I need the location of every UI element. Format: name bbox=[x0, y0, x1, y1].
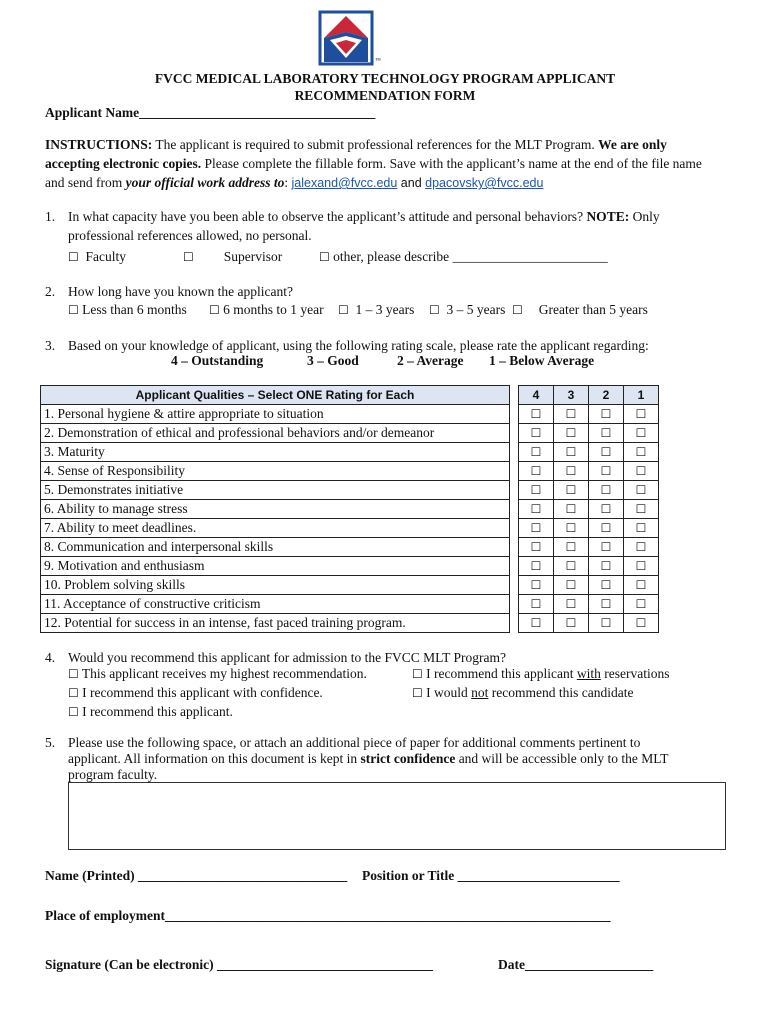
checkbox-icon[interactable]: ☐ bbox=[68, 250, 79, 264]
quality-label: 2. Demonstration of ethical and professional behaviors and/or demeanor bbox=[41, 424, 510, 443]
rating-cell-1 bbox=[624, 595, 659, 614]
q5-number: 5. bbox=[45, 735, 56, 750]
rating-cell-2 bbox=[589, 557, 624, 576]
rating-cell-2 bbox=[589, 462, 624, 481]
rating-checkbox-icon[interactable]: ☐ bbox=[635, 445, 647, 459]
rating-checkbox-icon[interactable]: ☐ bbox=[635, 540, 647, 554]
rating-checkbox-icon[interactable]: ☐ bbox=[635, 521, 647, 535]
scale-average: 2 – Average bbox=[397, 353, 464, 368]
q4-option-underline: with bbox=[576, 666, 601, 681]
rating-checkbox-icon[interactable]: ☐ bbox=[600, 445, 612, 459]
q3-text: Based on your knowledge of applicant, using the following rating scale, please rate the applicant regarding: bbox=[68, 338, 649, 353]
quality-label: 12. Potential for success in an intense, fast paced training program. bbox=[41, 614, 510, 633]
checkbox-icon[interactable]: ☐ bbox=[319, 250, 330, 264]
q1-option-label: Faculty bbox=[85, 249, 127, 264]
rating-checkbox-icon[interactable]: ☐ bbox=[600, 464, 612, 478]
rating-checkbox-icon[interactable]: ☐ bbox=[530, 616, 542, 630]
rating-checkbox-icon[interactable]: ☐ bbox=[530, 464, 542, 478]
instructions-and: and bbox=[397, 176, 426, 190]
rating-checkbox-icon[interactable]: ☐ bbox=[635, 502, 647, 516]
checkbox-icon[interactable]: ☐ bbox=[412, 686, 423, 700]
quality-label: 5. Demonstrates initiative bbox=[41, 481, 510, 500]
rating-cell-2 bbox=[589, 443, 624, 462]
q5-text-bold: strict confidence bbox=[360, 751, 456, 766]
table-row bbox=[41, 481, 659, 500]
q4-option-label: This applicant receives my highest recommendation. bbox=[81, 666, 367, 681]
col-header-2: 2 bbox=[589, 386, 624, 405]
checkbox-icon[interactable]: ☐ bbox=[429, 303, 440, 317]
col-header-4: 4 bbox=[519, 386, 554, 405]
quality-label: 10. Problem solving skills bbox=[41, 576, 510, 595]
rating-cell-3 bbox=[554, 481, 589, 500]
rating-checkbox-icon[interactable]: ☐ bbox=[530, 407, 542, 421]
rating-cell-2 bbox=[589, 614, 624, 633]
rating-cell-1 bbox=[624, 500, 659, 519]
q2-option-6m1y[interactable] bbox=[209, 301, 324, 319]
scale-outstanding: 4 – Outstanding bbox=[171, 353, 264, 368]
q1-number: 1. bbox=[45, 209, 56, 224]
table-row bbox=[41, 500, 659, 519]
table-row bbox=[41, 405, 659, 424]
rating-cell-3 bbox=[554, 424, 589, 443]
rating-cell-3 bbox=[554, 595, 589, 614]
table-row bbox=[41, 424, 659, 443]
q1-line2: professional references allowed, no personal. bbox=[68, 228, 312, 243]
place-of-employment-field[interactable]: Place of employment__________________________________________________________________ bbox=[45, 908, 611, 923]
form-title-line1: FVCC MEDICAL LABORATORY TECHNOLOGY PROGRAM APPLICANT bbox=[154, 71, 616, 86]
table-gap bbox=[510, 443, 519, 462]
q3-number: 3. bbox=[45, 338, 56, 353]
rating-cell-1 bbox=[624, 576, 659, 595]
quality-label: 3. Maturity bbox=[41, 443, 510, 462]
table-gap bbox=[510, 614, 519, 633]
rating-cell-2 bbox=[589, 576, 624, 595]
checkbox-icon[interactable]: ☐ bbox=[338, 303, 349, 317]
instructions-line3 bbox=[45, 174, 543, 192]
quality-label: 7. Ability to meet deadlines. bbox=[41, 519, 510, 538]
rating-checkbox-icon[interactable]: ☐ bbox=[565, 483, 577, 497]
rating-cell-2 bbox=[589, 500, 624, 519]
table-row bbox=[41, 557, 659, 576]
q4-number: 4. bbox=[45, 650, 56, 665]
rating-checkbox-icon[interactable]: ☐ bbox=[600, 597, 612, 611]
form-title-line2: RECOMMENDATION FORM bbox=[294, 88, 476, 103]
rating-checkbox-icon[interactable]: ☐ bbox=[530, 502, 542, 516]
rating-cell-4 bbox=[519, 462, 554, 481]
q1-note: NOTE: bbox=[586, 209, 630, 224]
rating-cell-3 bbox=[554, 576, 589, 595]
q1-text-b: Only bbox=[629, 209, 660, 224]
rating-checkbox-icon[interactable]: ☐ bbox=[635, 559, 647, 573]
rating-checkbox-icon[interactable]: ☐ bbox=[565, 578, 577, 592]
quality-label: 4. Sense of Responsibility bbox=[41, 462, 510, 481]
q4-option-recommend[interactable] bbox=[68, 703, 233, 721]
table-row bbox=[41, 519, 659, 538]
q2-option-lt6m[interactable] bbox=[68, 301, 187, 319]
q2-option-label: Greater than 5 years bbox=[538, 302, 648, 317]
checkbox-icon[interactable]: ☐ bbox=[68, 303, 79, 317]
rating-checkbox-icon[interactable]: ☐ bbox=[565, 464, 577, 478]
rating-checkbox-icon[interactable]: ☐ bbox=[530, 521, 542, 535]
rating-cell-2 bbox=[589, 405, 624, 424]
rating-checkbox-icon[interactable]: ☐ bbox=[635, 483, 647, 497]
email-link-jalexand[interactable]: jalexand@fvcc.edu bbox=[291, 176, 398, 190]
q2-text: How long have you known the applicant? bbox=[68, 284, 293, 299]
rating-cell-4 bbox=[519, 443, 554, 462]
rating-checkbox-icon[interactable]: ☐ bbox=[565, 540, 577, 554]
q4-option-label-end: reservations bbox=[600, 666, 670, 681]
ratings-table bbox=[40, 385, 659, 633]
rating-cell-1 bbox=[624, 424, 659, 443]
scale-below-average: 1 – Below Average bbox=[489, 353, 595, 368]
rating-cell-1 bbox=[624, 462, 659, 481]
rating-cell-3 bbox=[554, 405, 589, 424]
rating-cell-3 bbox=[554, 557, 589, 576]
rating-cell-4 bbox=[519, 614, 554, 633]
instructions-bold2: accepting electronic copies. bbox=[45, 156, 202, 171]
email-link-dpacovsky[interactable]: dpacovsky@fvcc.edu bbox=[425, 176, 544, 190]
instructions-text2: Please complete the fillable form. Save with the applicant’s name at the end of the file name bbox=[201, 156, 702, 171]
q4-option-label: I recommend this applicant with confidence. bbox=[82, 685, 323, 700]
rating-checkbox-icon[interactable]: ☐ bbox=[600, 426, 612, 440]
instructions-text3: and send from bbox=[45, 175, 126, 190]
ratings-table-header: Applicant Qualities – Select ONE Rating for Each bbox=[41, 386, 510, 405]
q1-option-supervisor[interactable] bbox=[183, 248, 282, 266]
q4-option-confidence[interactable] bbox=[68, 684, 323, 702]
rating-checkbox-icon[interactable]: ☐ bbox=[600, 483, 612, 497]
applicant-name-field[interactable]: Applicant Name___________________________________ bbox=[45, 105, 376, 120]
q4-option-underline: not bbox=[471, 685, 489, 700]
date-field[interactable]: Date___________________ bbox=[498, 957, 654, 972]
instructions-bold1: We are only bbox=[598, 137, 667, 152]
q5-line1: Please use the following space, or attach an additional piece of paper for additional comments pertinent to bbox=[68, 735, 641, 750]
rating-checkbox-icon[interactable]: ☐ bbox=[530, 426, 542, 440]
q5-text-c: and will be accessible only to the MLT bbox=[455, 751, 669, 766]
rating-checkbox-icon[interactable]: ☐ bbox=[530, 445, 542, 459]
table-row bbox=[41, 462, 659, 481]
rating-cell-1 bbox=[624, 557, 659, 576]
position-title-field[interactable]: Position or Title ________________________ bbox=[362, 868, 620, 883]
instructions-colon: : bbox=[284, 175, 292, 190]
rating-checkbox-icon[interactable]: ☐ bbox=[635, 464, 647, 478]
table-gap bbox=[510, 576, 519, 595]
table-row bbox=[41, 595, 659, 614]
instructions-italic: your official work address to bbox=[125, 175, 285, 190]
checkbox-icon[interactable]: ☐ bbox=[183, 250, 194, 264]
rating-checkbox-icon[interactable]: ☐ bbox=[530, 597, 542, 611]
quality-label: 8. Communication and interpersonal skills bbox=[41, 538, 510, 557]
table-gap bbox=[510, 424, 519, 443]
rating-checkbox-icon[interactable]: ☐ bbox=[635, 597, 647, 611]
rating-checkbox-icon[interactable]: ☐ bbox=[565, 445, 577, 459]
table-row bbox=[41, 443, 659, 462]
q1-text: In what capacity have you been able to observe the applicant’s attitude and personal behaviors? bbox=[68, 209, 587, 224]
rating-cell-2 bbox=[589, 538, 624, 557]
checkbox-icon[interactable]: ☐ bbox=[68, 686, 79, 700]
rating-checkbox-icon[interactable]: ☐ bbox=[600, 407, 612, 421]
q1-option-label: Supervisor bbox=[223, 249, 283, 264]
q2-option-label: Less than 6 months bbox=[82, 302, 187, 317]
q2-option-label: 1 – 3 years bbox=[355, 302, 415, 317]
rating-cell-3 bbox=[554, 519, 589, 538]
rating-cell-1 bbox=[624, 443, 659, 462]
rating-cell-4 bbox=[519, 595, 554, 614]
table-gap bbox=[510, 481, 519, 500]
instructions-line2 bbox=[45, 155, 702, 173]
rating-cell-4 bbox=[519, 557, 554, 576]
rating-cell-2 bbox=[589, 481, 624, 500]
checkbox-icon[interactable]: ☐ bbox=[209, 303, 220, 317]
rating-cell-3 bbox=[554, 443, 589, 462]
rating-cell-3 bbox=[554, 538, 589, 557]
rating-cell-4 bbox=[519, 424, 554, 443]
table-row bbox=[41, 614, 659, 633]
table-gap bbox=[510, 538, 519, 557]
rating-cell-3 bbox=[554, 462, 589, 481]
q5-line3: program faculty. bbox=[68, 767, 158, 782]
rating-cell-4 bbox=[519, 405, 554, 424]
rating-cell-1 bbox=[624, 538, 659, 557]
q2-option-label: 6 months to 1 year bbox=[223, 302, 324, 317]
rating-checkbox-icon[interactable]: ☐ bbox=[565, 559, 577, 573]
q1-line1 bbox=[68, 208, 660, 226]
rating-checkbox-icon[interactable]: ☐ bbox=[565, 502, 577, 516]
q2-option-1-3y[interactable] bbox=[338, 301, 414, 319]
quality-label: 1. Personal hygiene & attire appropriate to situation bbox=[41, 405, 510, 424]
q2-option-gt5y[interactable] bbox=[512, 301, 648, 319]
q5-text-a: applicant. All information on this document is kept in bbox=[68, 751, 361, 766]
q2-option-3-5y[interactable] bbox=[429, 301, 505, 319]
q4-option-label: I would bbox=[426, 685, 472, 700]
q4-option-label: I recommend this applicant. bbox=[82, 704, 233, 719]
q1-option-label: other, please describe _______________________ bbox=[333, 249, 608, 264]
checkbox-icon[interactable]: ☐ bbox=[68, 705, 79, 719]
ratings-table-header-row bbox=[41, 386, 659, 405]
rating-cell-2 bbox=[589, 519, 624, 538]
checkbox-icon[interactable]: ☐ bbox=[512, 303, 523, 317]
rating-checkbox-icon[interactable]: ☐ bbox=[635, 578, 647, 592]
fvcc-logo bbox=[318, 10, 374, 66]
rating-cell-1 bbox=[624, 519, 659, 538]
rating-cell-4 bbox=[519, 500, 554, 519]
q1-option-faculty[interactable] bbox=[68, 248, 126, 266]
rating-checkbox-icon[interactable]: ☐ bbox=[635, 426, 647, 440]
rating-checkbox-icon[interactable]: ☐ bbox=[565, 407, 577, 421]
q2-option-label: 3 – 5 years bbox=[446, 302, 506, 317]
rating-checkbox-icon[interactable]: ☐ bbox=[635, 407, 647, 421]
table-gap bbox=[510, 557, 519, 576]
rating-checkbox-icon[interactable]: ☐ bbox=[600, 521, 612, 535]
q4-option-highest[interactable] bbox=[68, 665, 367, 683]
rating-cell-4 bbox=[519, 481, 554, 500]
table-gap bbox=[510, 595, 519, 614]
table-gap bbox=[510, 519, 519, 538]
rating-checkbox-icon[interactable]: ☐ bbox=[530, 578, 542, 592]
rating-cell-4 bbox=[519, 576, 554, 595]
quality-label: 6. Ability to manage stress bbox=[41, 500, 510, 519]
rating-checkbox-icon[interactable]: ☐ bbox=[600, 502, 612, 516]
q2-number: 2. bbox=[45, 284, 56, 299]
q4-option-label: I recommend this applicant bbox=[426, 666, 577, 681]
q1-option-other[interactable] bbox=[319, 248, 608, 266]
rating-cell-1 bbox=[624, 405, 659, 424]
table-row bbox=[41, 538, 659, 557]
q4-text: Would you recommend this applicant for admission to the FVCC MLT Program? bbox=[68, 650, 506, 665]
q4-option-label-end: recommend this candidate bbox=[488, 685, 634, 700]
rating-cell-3 bbox=[554, 500, 589, 519]
rating-checkbox-icon[interactable]: ☐ bbox=[565, 426, 577, 440]
rating-cell-4 bbox=[519, 519, 554, 538]
rating-cell-1 bbox=[624, 614, 659, 633]
rating-cell-1 bbox=[624, 481, 659, 500]
rating-checkbox-icon[interactable]: ☐ bbox=[600, 540, 612, 554]
trademark: ™ bbox=[375, 58, 381, 64]
instructions-label: INSTRUCTIONS: bbox=[45, 137, 153, 152]
col-header-1: 1 bbox=[624, 386, 659, 405]
q5-line2 bbox=[68, 750, 669, 768]
signature-field[interactable]: Signature (Can be electronic) ________________________________ bbox=[45, 957, 433, 972]
q4-option-reservations[interactable] bbox=[412, 665, 669, 683]
rating-checkbox-icon[interactable]: ☐ bbox=[530, 559, 542, 573]
instructions-text1: The applicant is required to submit professional references for the MLT Program. bbox=[152, 137, 599, 152]
rating-checkbox-icon[interactable]: ☐ bbox=[565, 597, 577, 611]
table-row bbox=[41, 576, 659, 595]
q4-option-not[interactable] bbox=[412, 684, 633, 702]
instructions-line1 bbox=[45, 136, 667, 154]
rating-checkbox-icon[interactable]: ☐ bbox=[530, 483, 542, 497]
rating-checkbox-icon[interactable]: ☐ bbox=[600, 578, 612, 592]
table-gap bbox=[510, 462, 519, 481]
rating-checkbox-icon[interactable]: ☐ bbox=[600, 559, 612, 573]
col-header-3: 3 bbox=[554, 386, 589, 405]
rating-checkbox-icon[interactable]: ☐ bbox=[600, 616, 612, 630]
name-printed-field[interactable]: Name (Printed) _______________________________ bbox=[45, 868, 348, 883]
table-gap bbox=[510, 405, 519, 424]
checkbox-icon[interactable]: ☐ bbox=[68, 667, 79, 681]
scale-good: 3 – Good bbox=[307, 353, 359, 368]
rating-cell-2 bbox=[589, 424, 624, 443]
quality-label: 11. Acceptance of constructive criticism bbox=[41, 595, 510, 614]
comments-textarea[interactable] bbox=[68, 782, 726, 850]
rating-cell-2 bbox=[589, 595, 624, 614]
table-gap bbox=[510, 500, 519, 519]
checkbox-icon[interactable]: ☐ bbox=[412, 667, 423, 681]
rating-checkbox-icon[interactable]: ☐ bbox=[530, 540, 542, 554]
rating-checkbox-icon[interactable]: ☐ bbox=[565, 521, 577, 535]
rating-cell-3 bbox=[554, 614, 589, 633]
rating-cell-4 bbox=[519, 538, 554, 557]
rating-checkbox-icon[interactable]: ☐ bbox=[635, 616, 647, 630]
quality-label: 9. Motivation and enthusiasm bbox=[41, 557, 510, 576]
rating-checkbox-icon[interactable]: ☐ bbox=[565, 616, 577, 630]
table-gap bbox=[510, 386, 519, 405]
